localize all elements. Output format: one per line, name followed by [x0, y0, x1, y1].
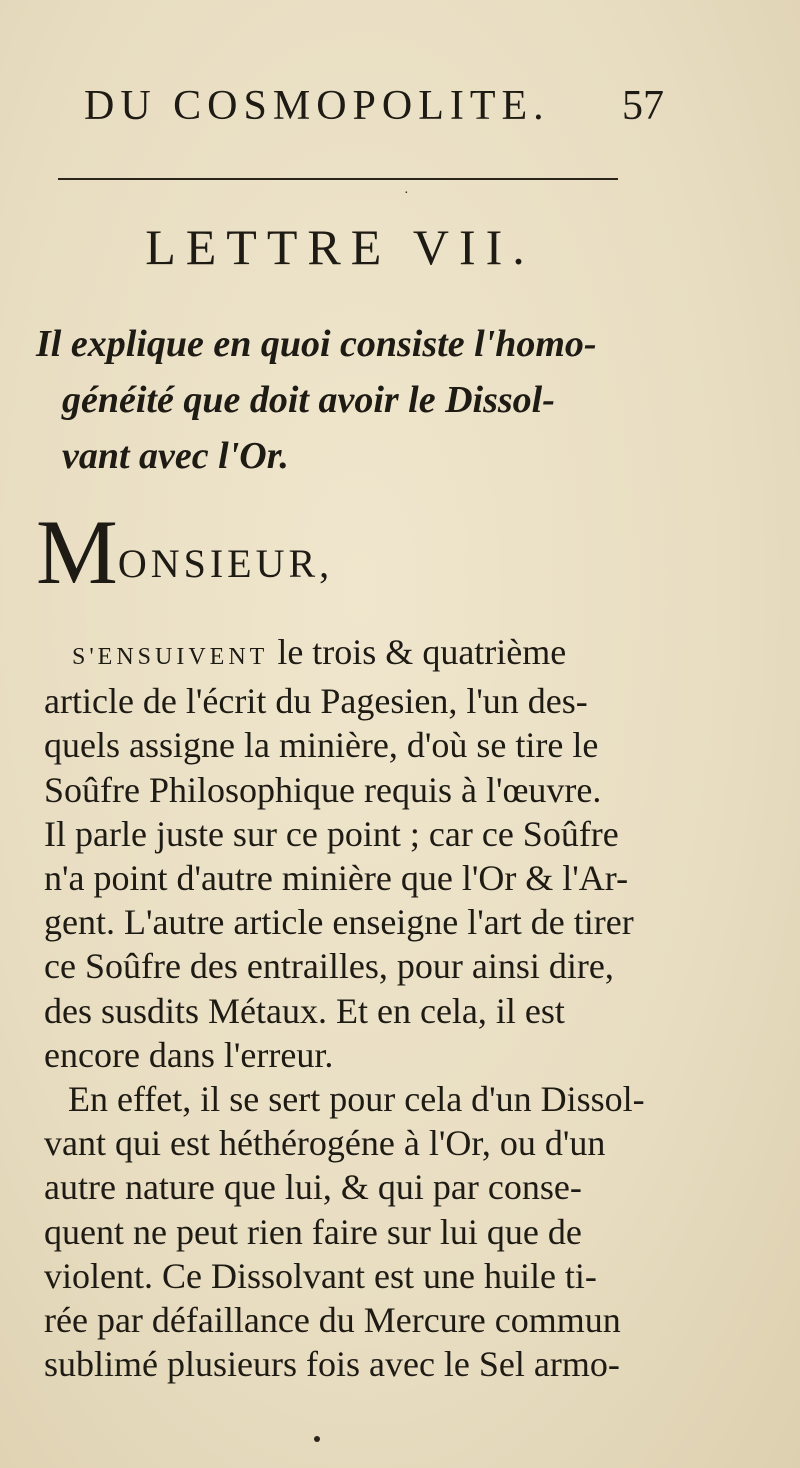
- drop-cap: M: [36, 501, 118, 603]
- text-line-rest: le trois & quatrième: [277, 632, 567, 672]
- page-number: 57: [622, 83, 664, 129]
- salutation: [36, 501, 334, 603]
- text-line: vant qui est héthérogéne à l'Or, ou d'un: [44, 1123, 606, 1164]
- text-line: n'a point d'autre minière que l'Or & l'Ar-: [44, 858, 629, 899]
- text-line: quels assigne la minière, d'où se tire le: [44, 725, 599, 766]
- text-line: gent. L'autre article enseigne l'art de tirer: [44, 902, 634, 943]
- text-line: ce Soûfre des entrailles, pour ainsi dire,: [44, 946, 614, 987]
- chapter-title: LETTRE VII.: [145, 219, 535, 275]
- text-line: Il parle juste sur ce point ; car ce Soûfre: [44, 813, 619, 854]
- summary-line: vant avec l'Or.: [62, 435, 289, 477]
- running-head: [84, 82, 664, 130]
- text-line: autre nature que lui, & qui par conse-: [44, 1167, 582, 1208]
- text-line: rée par défaillance du Mercure commun: [44, 1300, 621, 1341]
- salutation-rest: ONSIEUR,: [117, 541, 334, 586]
- text-line: article de l'écrit du Pagesien, l'un des-: [44, 681, 588, 722]
- text-line: En effet, il se sert pour cela d'un Dissol-: [68, 1079, 645, 1120]
- header-rule: [58, 178, 618, 180]
- ornament-mark: ·: [404, 186, 409, 201]
- text-line: violent. Ce Dissolvant est une huile ti-: [44, 1255, 597, 1296]
- text-line: quent ne peut rien faire sur lui que de: [44, 1211, 582, 1252]
- summary-line: Il explique en quoi consiste l'homo-: [36, 323, 597, 365]
- text-line: sublimé plusieurs fois avec le Sel armo-: [44, 1344, 620, 1385]
- ink-dot: [314, 1436, 320, 1442]
- chapter-summary: [36, 316, 696, 484]
- text-line: Soûfre Philosophique requis à l'œuvre.: [44, 769, 602, 810]
- body-text: [44, 630, 704, 1386]
- text-line: encore dans l'erreur.: [44, 1034, 334, 1075]
- text-line: des susdits Métaux. Et en cela, il est: [44, 990, 565, 1031]
- running-title: DU COSMOPOLITE.: [84, 83, 550, 129]
- text-line: [44, 630, 704, 679]
- summary-line: généité que doit avoir le Dissol-: [62, 379, 555, 421]
- first-word: S'ENSUIVENT: [72, 644, 269, 670]
